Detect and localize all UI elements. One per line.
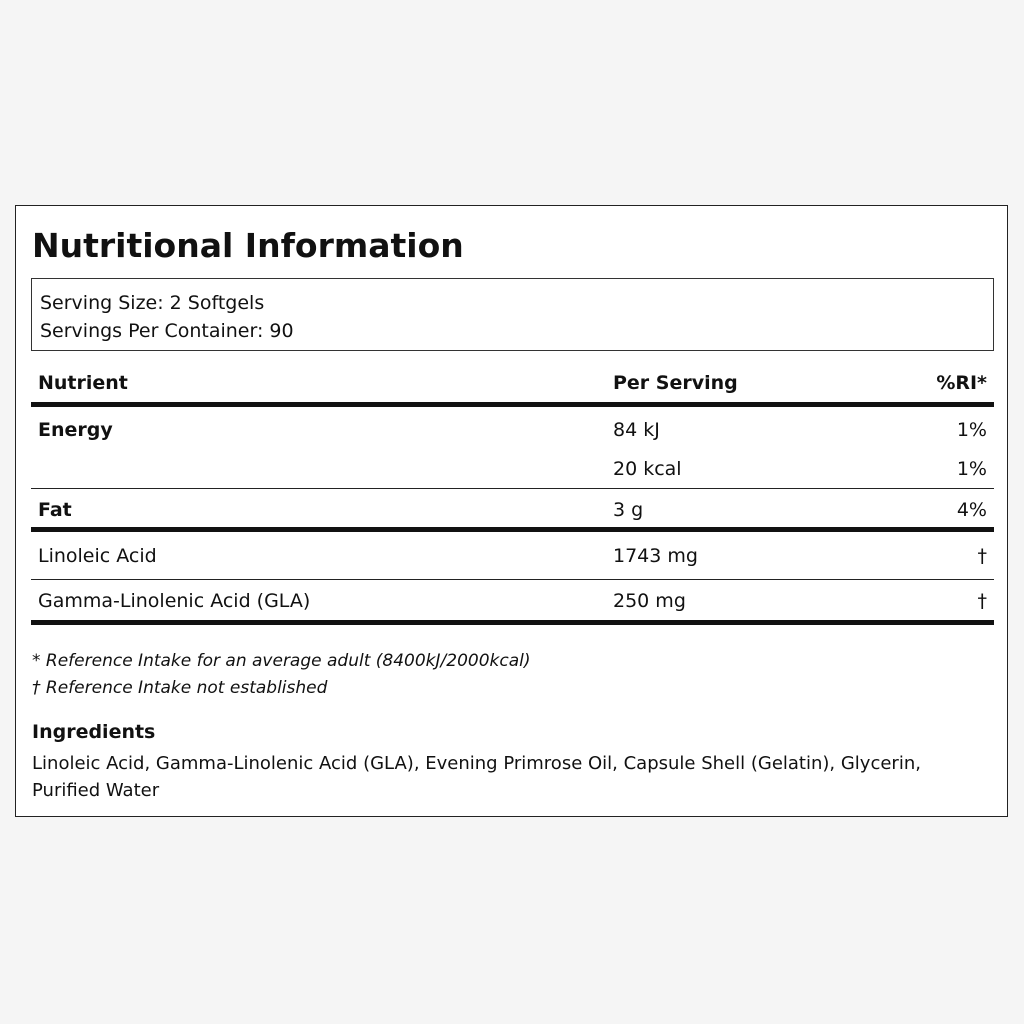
table-row-energy-kcal <box>31 449 994 489</box>
footnotes <box>32 648 531 702</box>
header-nutrient: Nutrient <box>38 372 128 394</box>
ri-value: † <box>977 590 987 612</box>
nutrient-name: Linoleic Acid <box>38 545 157 567</box>
per-serving-value: 84 kJ <box>613 419 660 441</box>
table-row-fat <box>31 489 994 532</box>
ri-value: 1% <box>956 419 987 441</box>
table-header-row <box>31 363 994 407</box>
label-title: Nutritional Information <box>32 226 464 265</box>
table-row-energy-kj <box>31 407 994 449</box>
nutrition-label-panel <box>15 205 1008 817</box>
ingredients-text: Linoleic Acid, Gamma-Linolenic Acid (GLA), Evening Primrose Oil, Capsule Shell (Gelatin), Glycerin, Purified Water <box>32 753 921 801</box>
table-row-linoleic-acid <box>31 532 994 580</box>
per-serving-value: 250 mg <box>613 590 686 612</box>
serving-info-box <box>31 278 994 351</box>
ri-value: 4% <box>956 499 987 521</box>
table-row-gla <box>31 580 994 625</box>
header-per-serving: Per Serving <box>613 372 738 394</box>
footnote-reference-intake: * Reference Intake for an average adult (8400kJ/2000kcal) <box>32 651 531 671</box>
ingredients-heading: Ingredients <box>32 721 156 743</box>
nutrition-table <box>31 363 994 625</box>
nutrient-name: Energy <box>38 419 113 441</box>
servings-per-container-text: Servings Per Container: 90 <box>40 320 294 342</box>
ri-value: 1% <box>956 458 987 480</box>
footnote-not-established: † Reference Intake not established <box>32 678 328 698</box>
nutrient-name: Gamma-Linolenic Acid (GLA) <box>38 590 311 612</box>
ri-value: † <box>977 545 987 567</box>
per-serving-value: 1743 mg <box>613 545 698 567</box>
per-serving-value: 3 g <box>613 499 644 521</box>
serving-size-text: Serving Size: 2 Softgels <box>40 292 265 314</box>
nutrient-name: Fat <box>38 499 72 521</box>
per-serving-value: 20 kcal <box>613 458 682 480</box>
header-ri: %RI* <box>936 372 987 394</box>
